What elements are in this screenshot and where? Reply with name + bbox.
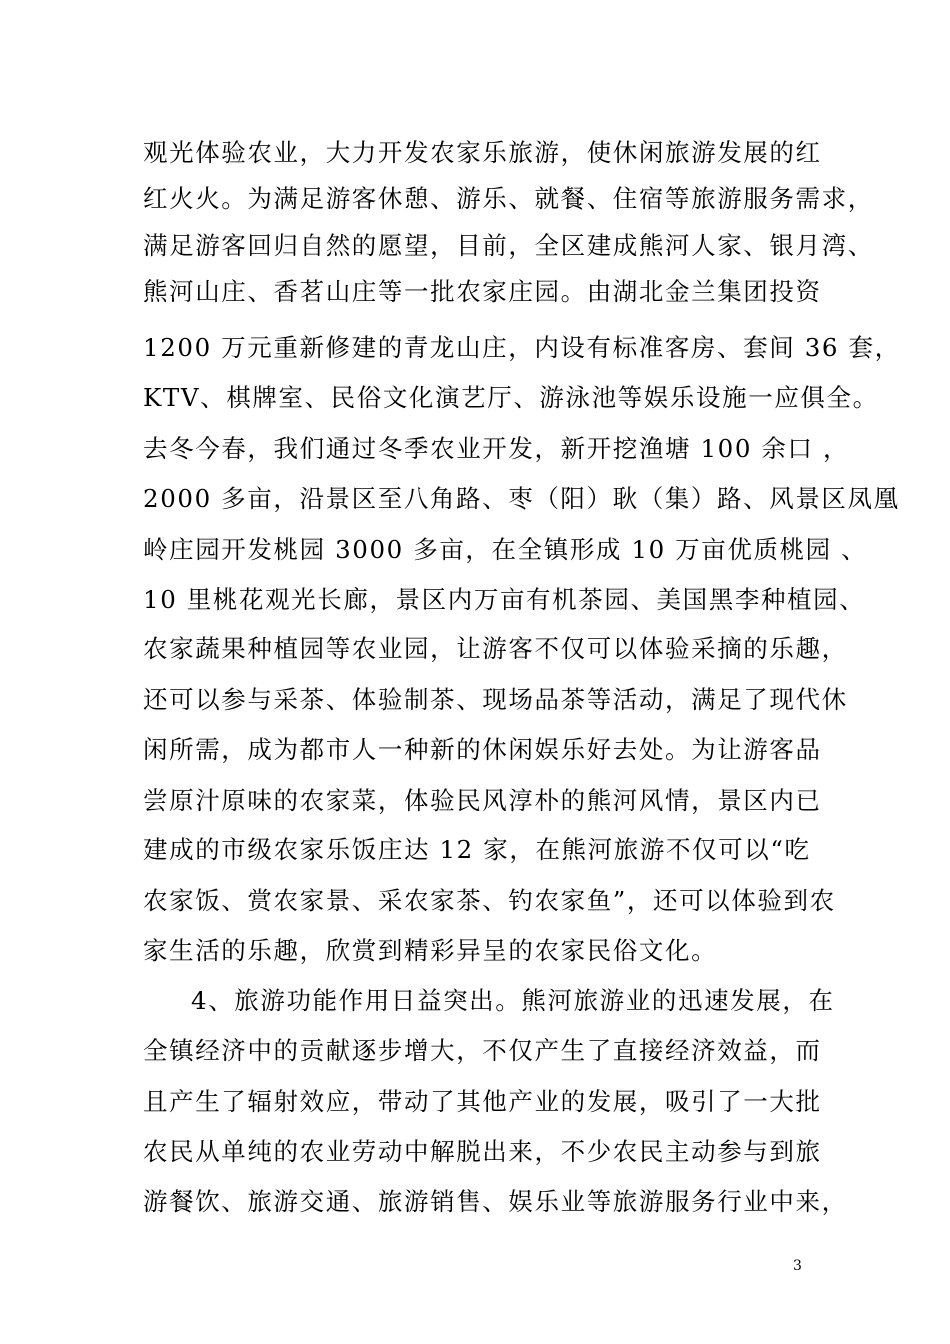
text-line: KTV、棋牌室、民俗文化演艺厅、游泳池等娱乐设施一应俱全。 [143, 383, 879, 412]
text-line: 建成的市级农家乐饭庄达 12 家，在熊河旅游不仅可以“吃 [143, 835, 811, 864]
text-line: 红火火。为满足游客休憩、游乐、就餐、住宿等旅游服务需求， [143, 184, 874, 213]
text-line: 去冬今春，我们通过冬季农业开发，新开挖渔塘 100 余口 ， [143, 434, 850, 463]
text-line: 2000 多亩，沿景区至八角路、枣（阳）耿（集）路、风景区凤凰 [143, 484, 900, 513]
text-line: 还可以参与采茶、体验制茶、现场品茶等活动，满足了现代休 [143, 685, 848, 714]
text-line: 熊河山庄、香茗山庄等一批农家庄园。由湖北金兰集团投资 [143, 277, 822, 306]
paragraph-first-line: 4、旅游功能作用日益突出。熊河旅游业的迅速发展，在 [191, 986, 835, 1015]
text-line: 农家蔬果种植园等农业园，让游客不仅可以体验采摘的乐趣， [143, 634, 848, 663]
text-line: 1200 万元重新修建的青龙山庄，内设有标准客房、套间 36 套， [143, 333, 901, 362]
text-line: 闲所需，成为都市人一种新的休闲娱乐好去处。为让游客品 [143, 735, 822, 764]
page-number: 3 [793, 1258, 802, 1274]
text-line: 全镇经济中的贡献逐步增大，不仅产生了直接经济效益，而 [143, 1036, 822, 1065]
text-line: 岭庄园开发桃园 3000 多亩，在全镇形成 10 万亩优质桃园 、 [143, 535, 868, 564]
text-line: 观光体验农业，大力开发农家乐旅游，使休闲旅游发展的红 [143, 138, 822, 167]
text-line: 农家饭、赏农家景、采农家茶、钓农家鱼”，还可以体验到农 [143, 886, 836, 915]
text-line: 家生活的乐趣，欣赏到精彩异呈的农家民俗文化。 [143, 936, 718, 965]
text-line: 满足游客回归自然的愿望，目前，全区建成熊河人家、银月湾、 [143, 231, 874, 260]
text-line: 且产生了辐射效应，带动了其他产业的发展，吸引了一大批 [143, 1087, 822, 1116]
text-line: 游餐饮、旅游交通、旅游销售、娱乐业等旅游服务行业中来， [143, 1187, 848, 1216]
text-line: 10 里桃花观光长廊，景区内万亩有机茶园、美国黑李种植园、 [143, 585, 866, 614]
text-line: 农民从单纯的农业劳动中解脱出来，不少农民主动参与到旅 [143, 1137, 822, 1166]
text-line: 尝原汁原味的农家菜，体验民风淳朴的熊河风情，景区内已 [143, 786, 822, 815]
